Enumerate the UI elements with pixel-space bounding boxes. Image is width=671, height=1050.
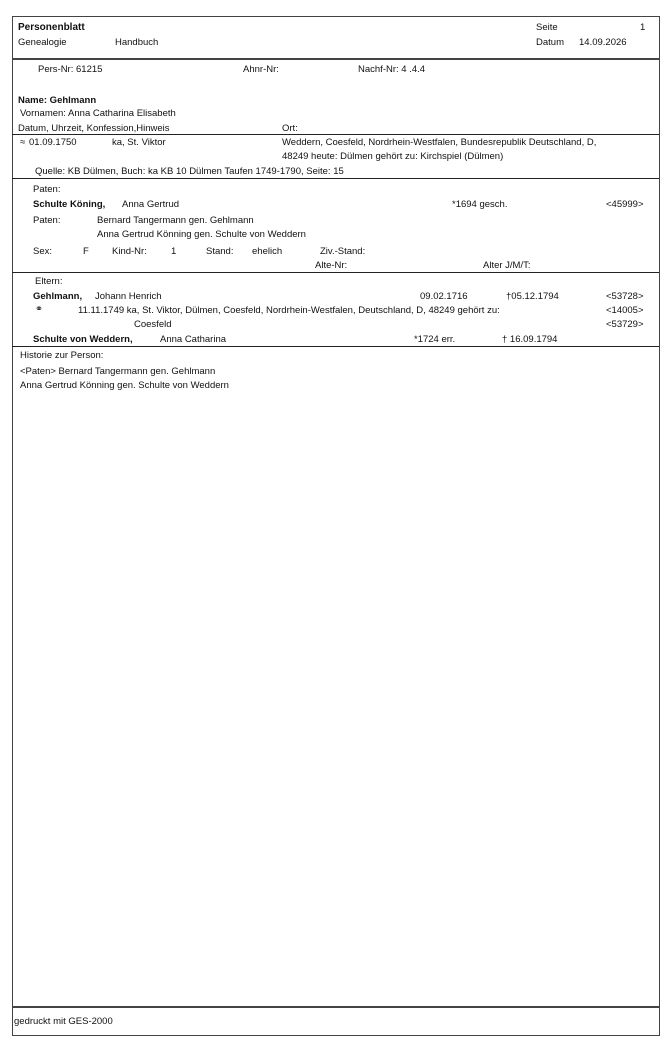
father-surname: Gehlmann,: [33, 291, 83, 302]
marriage-line-1: 11.11.1749 ka, St. Viktor, Dülmen, Coesfeld, Nordrhein-Westfalen, Deutschland, D, 48249 gehört zu:: [78, 305, 500, 316]
father-given: Johann Henrich: [95, 291, 162, 302]
godparent-birth: *1694 gesch.: [452, 199, 508, 210]
father-id: <53728>: [606, 291, 644, 302]
historie-line-1: <Paten> Bernard Tangermann gen. Gehlmann: [20, 366, 216, 377]
sex-label: Sex:: [33, 246, 53, 257]
header-subtitle-handbuch: Handbuch: [115, 37, 159, 48]
paten-label: Paten:: [33, 184, 61, 195]
body-frame: [12, 58, 660, 1008]
paten-name-1: Bernard Tangermann gen. Gehlmann: [97, 215, 254, 226]
person-name: Name: Gehlmann: [18, 95, 97, 106]
mother-given: Anna Catharina: [160, 334, 227, 345]
paten-name-2: Anna Gertrud Könning gen. Schulte von Weddern: [97, 229, 306, 240]
page-title: Personenblatt: [18, 22, 85, 33]
page-label: Seite: [536, 22, 558, 33]
godparent-given: Anna Gertrud: [122, 199, 180, 210]
divider: [12, 178, 659, 179]
divider: [12, 346, 659, 347]
quelle: Quelle: KB Dülmen, Buch: ka KB 10 Dülmen Taufen 1749-1790, Seite: 15: [35, 166, 344, 177]
baptism-date: 01.09.1750: [29, 137, 77, 148]
kind-nr-value: 1: [171, 246, 177, 257]
ahnr-nr: Ahnr-Nr:: [243, 64, 279, 75]
baptism-ort-line2: 48249 heute: Dülmen gehört zu: Kirchspiel (Dülmen): [282, 151, 504, 162]
baptism-symbol: ≈: [20, 137, 26, 148]
column-header-datum: Datum, Uhrzeit, Konfession,Hinweis: [18, 123, 170, 134]
sex-value: F: [83, 246, 89, 257]
eltern-label: Eltern:: [35, 276, 63, 287]
marriage-id: <14005>: [606, 305, 644, 316]
date-label: Datum: [536, 37, 564, 48]
godparent-surname: Schulte Köning,: [33, 199, 106, 210]
mother-death: † 16.09.1794: [502, 334, 558, 345]
pers-nr: Pers-Nr: 61215: [38, 64, 103, 75]
baptism-ort-line1: Weddern, Coesfeld, Nordrhein-Westfalen, Bundesrepublik Deutschland, D,: [282, 137, 597, 148]
column-header-ort: Ort:: [282, 123, 298, 134]
marriage-symbol: ⚭: [35, 304, 43, 315]
mother-id: <53729>: [606, 319, 644, 330]
mother-birth: *1724 err.: [414, 334, 456, 345]
divider: [12, 134, 659, 135]
footer-text: gedruckt mit GES-2000: [14, 1016, 113, 1027]
godparent-id: <45999>: [606, 199, 644, 210]
nachf-nr: Nachf-Nr: 4 .4.4: [358, 64, 426, 75]
date-value: 14.09.2026: [579, 37, 627, 48]
vornamen: Vornamen: Anna Catharina Elisabeth: [20, 108, 176, 119]
page-number: 1: [640, 22, 646, 33]
header-subtitle-genealogie: Genealogie: [18, 37, 67, 48]
historie-label: Historie zur Person:: [20, 350, 104, 361]
paten-label-2: Paten:: [33, 215, 61, 226]
alte-nr-label: Alte-Nr:: [315, 260, 348, 271]
baptism-place: ka, St. Viktor: [112, 137, 166, 148]
kind-nr-label: Kind-Nr:: [112, 246, 147, 257]
father-death: †05.12.1794: [506, 291, 559, 302]
historie-line-2: Anna Gertrud Könning gen. Schulte von Weddern: [20, 380, 229, 391]
alter-label: Alter J/M/T:: [483, 260, 531, 271]
ziv-stand-label: Ziv.-Stand:: [320, 246, 366, 257]
father-birth: 09.02.1716: [420, 291, 468, 302]
mother-surname: Schulte von Weddern,: [33, 334, 133, 345]
stand-value: ehelich: [252, 246, 283, 257]
divider: [12, 272, 659, 273]
stand-label: Stand:: [206, 246, 234, 257]
marriage-line-2: Coesfeld: [134, 319, 172, 330]
